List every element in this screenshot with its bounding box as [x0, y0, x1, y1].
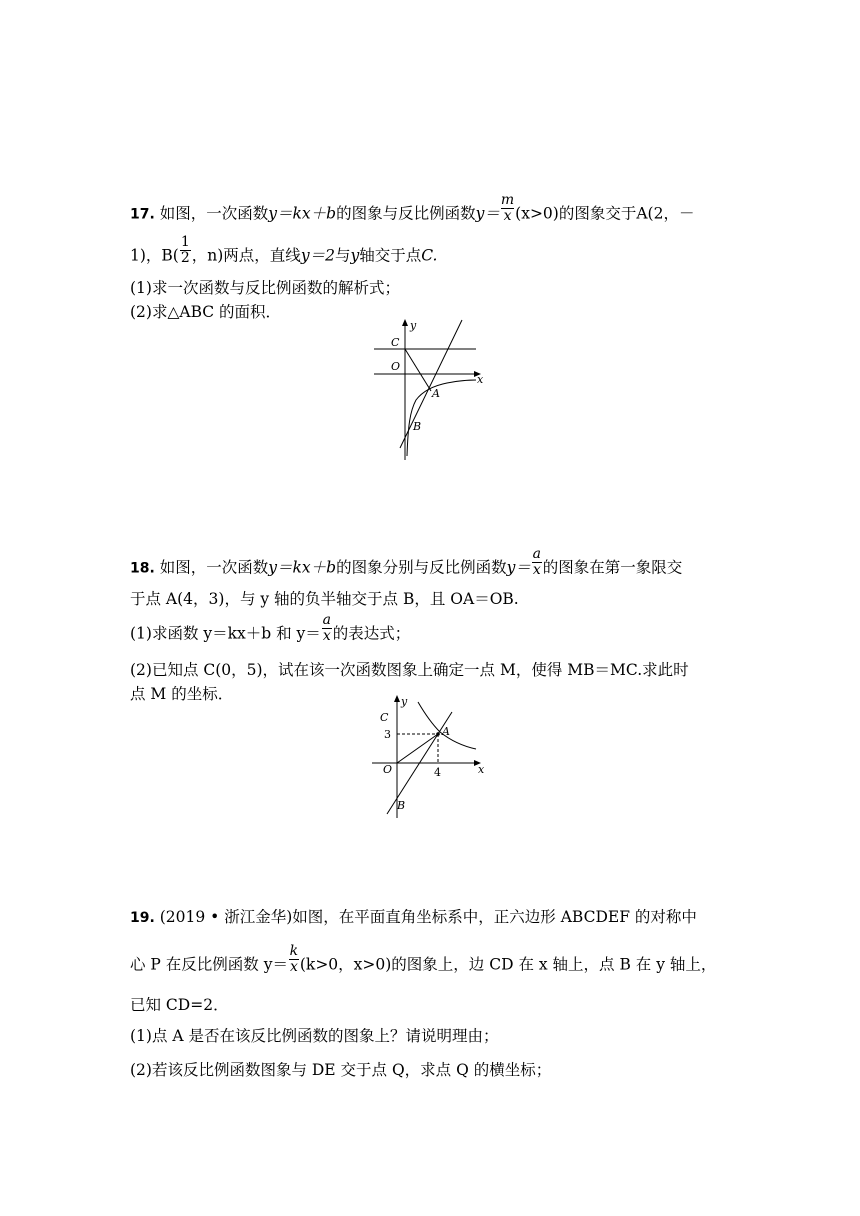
q19-sub-1: (1)点 A 是否在该反比例函数的图象上？请说明理由；	[130, 1027, 499, 1045]
q17-label-o: O	[391, 360, 401, 373]
q17-sub-2: (2)求△ABC 的面积．	[130, 303, 282, 321]
q18-label-y: y	[401, 695, 408, 708]
q17-figure	[372, 316, 492, 462]
q18-label-o: O	[383, 763, 393, 776]
q18-fraction: $\frac{a}{x}$	[532, 546, 541, 578]
q18-label-4: 4	[434, 766, 441, 779]
q19-line-1: 19. (2019 • 浙江金华)如图，在平面直角坐标系中，正六边形 ABCDEF 的对称中	[130, 908, 697, 926]
q18-point-a	[436, 732, 440, 736]
q18-sub1-fraction: $\frac{a}{x}$	[322, 612, 331, 644]
q18-line-2: 于点 A(4，3)，与 y 轴的负半轴交于点 B，且 OA＝OB.	[130, 590, 519, 608]
q17-label-x: x	[477, 373, 484, 386]
q17-label-b: B	[413, 420, 422, 433]
q19-fraction: $\frac{k}{x}$	[289, 943, 299, 975]
q18-label-3: 3	[384, 728, 391, 741]
q17-fraction-half: $\frac{1}{2}$	[180, 234, 190, 266]
q17-line-2: 1)，B( $\frac{1}{2}$ ，n)两点，直线y＝2与y轴交于点C.	[130, 234, 438, 266]
q17-hyperbola	[407, 380, 476, 456]
q18-y-arrow	[394, 695, 400, 702]
q19-line-3: 已知 CD=2．	[130, 996, 229, 1014]
q19-line-2: 心 P 在反比例函数 y＝ $\frac{k}{x}$ (k>0，x>0)的图象上，边 CD 在 x 轴上，点 B 在 y 轴上，	[130, 943, 717, 975]
q18-sub-1: (1)求函数 y＝kx＋b 和 y＝ $\frac{a}{x}$ 的表达式；	[130, 612, 411, 644]
q17-label-a: A	[432, 387, 440, 400]
q19-number: 19.	[130, 910, 155, 926]
q18-label-x: x	[478, 763, 485, 776]
q18-sub-2-line-2: 点 M 的坐标．	[130, 685, 234, 703]
q17-segment-ca	[405, 349, 431, 391]
q18-line-1: 18. 如图，一次函数y＝kx＋b的图象分别与反比例函数y＝ $\frac{a}{x}$ 的图象在第一象限交	[130, 546, 683, 578]
q18-sub-2-line-1: (2)已知点 C(0，5)，试在该一次函数图象上确定一点 M，使得 MB＝MC.求此时	[130, 661, 689, 679]
q17-y-arrow	[402, 319, 408, 326]
q17-label-y: y	[410, 319, 417, 332]
q19-sub-2: (2)若该反比例函数图象与 DE 交于点 Q，求点 Q 的横坐标；	[130, 1061, 552, 1079]
q18-label-c: C	[380, 711, 389, 724]
q17-fraction: $\frac{m}{x}$	[500, 192, 515, 224]
q18-label-a: A	[442, 725, 450, 738]
q18-figure	[370, 692, 494, 820]
q18-number: 18.	[130, 560, 155, 577]
q18-segment-oa	[397, 734, 438, 763]
q17-number: 17.	[130, 206, 155, 223]
q17-line-1: 17. 如图，一次函数y＝kx＋b的图象与反比例函数y＝ $\frac{m}{x}$ (x>0)的图象交于A(2，－	[130, 192, 695, 224]
q17-linear-line	[400, 320, 462, 448]
q17-label-c: C	[391, 336, 400, 349]
q17-sub-1: (1)求一次函数与反比例函数的解析式；	[130, 279, 400, 297]
q18-label-b: B	[397, 799, 406, 812]
